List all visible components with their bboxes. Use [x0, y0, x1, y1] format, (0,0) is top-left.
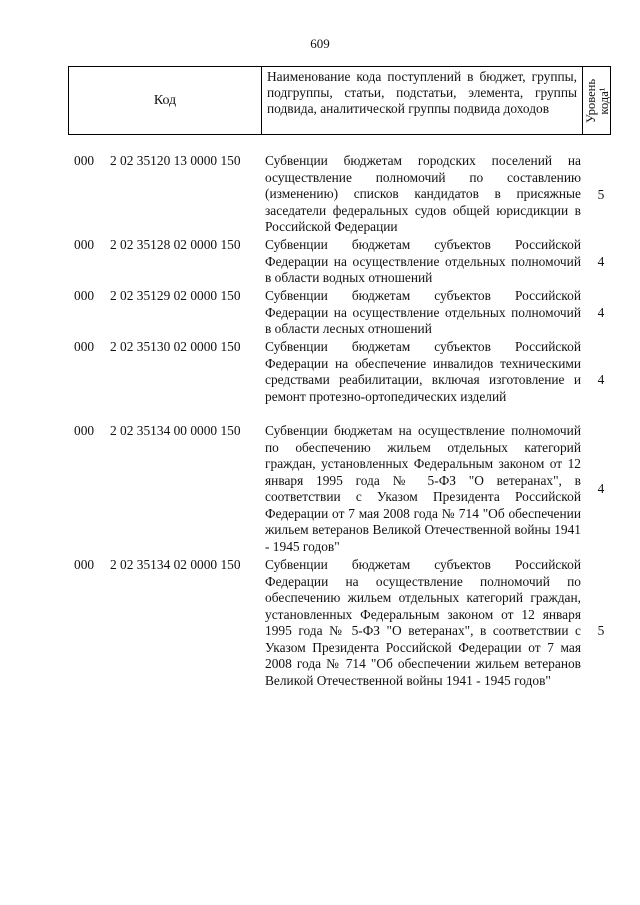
row-income-code: 2 02 35129 02 0000 150 [110, 288, 241, 303]
row-description: Субвенции бюджетам субъектов Российской Федерации на обеспечение инвалидов техническими средствами реабилитации, включая изготовление и ремонт протезно-ортопедических изделий [265, 339, 581, 404]
row-description: Субвенции бюджетам субъектов Российской Федерации на осуществление отдельных полномочий в области лесных отношений [265, 288, 581, 336]
page-number: 609 [310, 36, 330, 51]
row-description: Субвенции бюджетам субъектов Российской Федерации на осуществление полномочий по обеспечению жильем отдельных категорий граждан, установленных Федеральным законом от 12 января 1995 года № 5-ФЗ "О ветеранах", в соответствии с Указом Президента Российской Федерации от 7 мая 2008 года № 714 "Об обеспечении жильем ветеранов Великой Отечественной войны 1941 - 1945 годов" [265, 557, 581, 688]
table-header [68, 66, 611, 135]
row-admin-code: 000 [74, 423, 95, 438]
row-income-code: 2 02 35134 00 0000 150 [110, 423, 241, 438]
row-admin-code: 000 [74, 237, 95, 252]
row-level: 4 [597, 372, 605, 387]
row-income-code: 2 02 35130 02 0000 150 [110, 339, 241, 354]
row-income-code: 2 02 35128 02 0000 150 [110, 237, 241, 252]
header-level-line2: кода¹ [596, 86, 611, 115]
row-admin-code: 000 [74, 288, 95, 303]
row-level: 4 [597, 481, 605, 496]
row-description: Субвенции бюджетам субъектов Российской Федерации на осуществление отдельных полномочий в области водных отношений [265, 237, 581, 285]
row-income-code: 2 02 35120 13 0000 150 [110, 153, 241, 168]
row-admin-code: 000 [74, 339, 95, 354]
row-level: 5 [597, 623, 605, 638]
header-name: Наименование кода поступлений в бюджет, группы, подгруппы, статьи, подстатьи, элемента, группы подвида, аналитической группы подвида доходов [262, 67, 583, 134]
header-code: Код [69, 67, 262, 134]
row-description: Субвенции бюджетам на осуществление полномочий по обеспечению жильем отдельных категорий граждан, установленных Федеральным законом от 12 января 1995 года № 5-ФЗ "О ветеранах", в соответствии с Указом Президента Российской Федерации от 7 мая 2008 года № 714 "Об обеспечении жильем ветеранов Великой Отечественной войны 1941 - 1945 годов" [265, 423, 581, 554]
row-admin-code: 000 [74, 153, 95, 168]
row-level: 4 [597, 254, 605, 269]
header-level [584, 67, 611, 134]
row-level: 5 [597, 187, 605, 202]
header-level-line1: Уровень [584, 78, 598, 123]
row-description: Субвенции бюджетам городских поселений на осуществление полномочий по составлению (изменению) списков кандидатов в присяжные заседатели федеральных судов общей юрисдикции в Российской Федерации [265, 153, 581, 234]
row-income-code: 2 02 35134 02 0000 150 [110, 557, 241, 572]
row-level: 4 [597, 305, 605, 320]
row-admin-code: 000 [74, 557, 95, 572]
